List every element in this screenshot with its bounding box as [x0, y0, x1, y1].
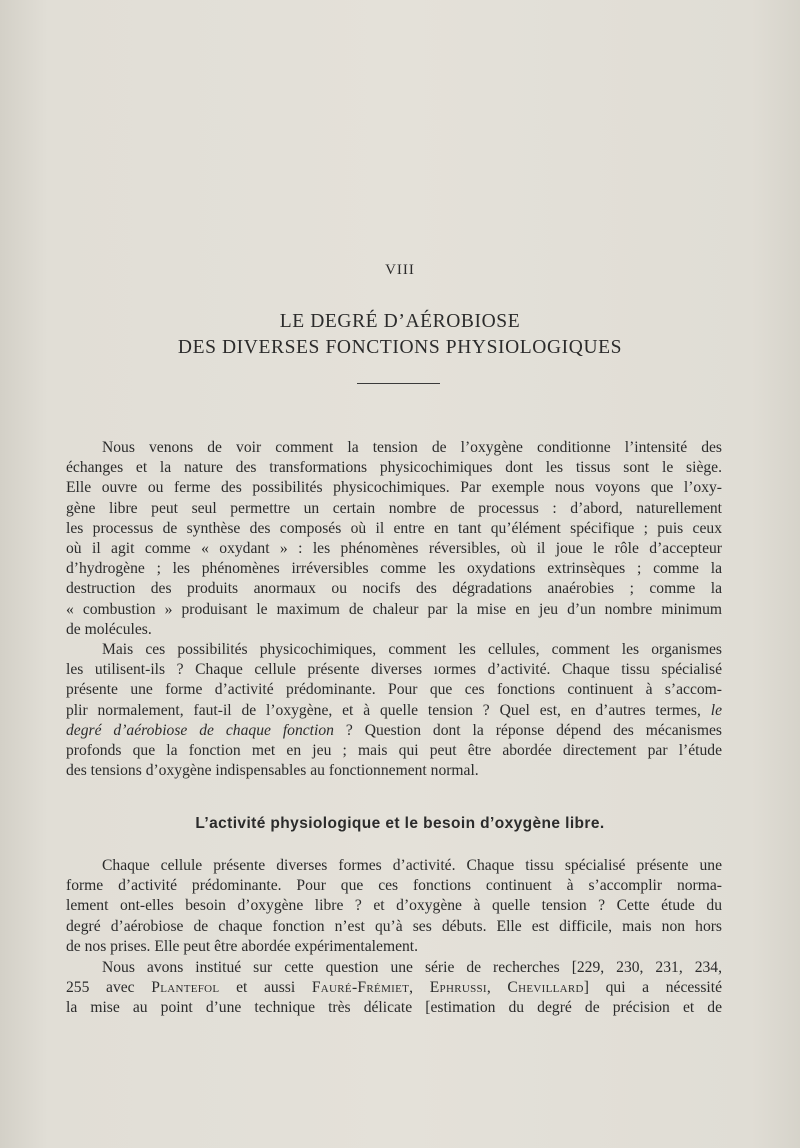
- fourth-paragraph: [66, 958, 722, 1019]
- second-paragraph: [66, 640, 722, 781]
- paragraph-line: de nos prises. Elle peut être abordée expérimentalement.: [66, 937, 419, 955]
- paragraph-line: destruction des produits anormaux ou nocifs des dégradations anaérobies ; comme la: [66, 580, 722, 598]
- paragraph-line: Elle ouvre ou ferme des possibilités physicochimiques. Par exemple nous voyons que l’oxy-: [66, 479, 722, 497]
- paragraph-line: Mais ces possibilités physicochimiques, comment les cellules, comment les organismes: [102, 641, 722, 658]
- paragraph-line: profonds que la fonction met en jeu ; mais qui peut être abordée directement par l’étude: [66, 742, 722, 760]
- paragraph-line: où il agit comme « oxydant » : les phénomènes réversibles, où il joue le rôle d’accepteur: [66, 540, 722, 558]
- title-divider: [357, 383, 440, 384]
- author-name: Fauré-Frémiet: [311, 979, 410, 997]
- paragraph-line: degré d’aérobiose de chaque fonction n’est qu’à ses débuts. Elle est difficile, mais non hors: [66, 917, 722, 935]
- paragraph-line: [66, 721, 722, 741]
- intro-paragraph: [66, 438, 722, 640]
- paragraph-line: [66, 701, 722, 721]
- paragraph-line: gène libre peut seul permettre un certain nombre de processus : d’abord, naturellement: [66, 499, 722, 517]
- paragraph-line: les utilisent-ils ? Chaque cellule présente diverses ıormes d’activité. Chaque tissu spécialisé: [66, 661, 722, 679]
- paragraph-text: et aussi: [219, 979, 312, 997]
- paragraph-line: les processus de synthèse des composés où il entre en tant qu’élément spécifique ; puis ceux: [66, 519, 722, 537]
- chapter-title-line-1: LE DEGRÉ D’AÉROBIOSE: [279, 311, 521, 332]
- paragraph-text: 255 avec: [66, 979, 152, 997]
- paragraph-text: ,: [486, 979, 508, 997]
- paragraph-line: Chaque cellule présente diverses formes d’activité. Chaque tissu spécialisé présente une: [102, 857, 722, 874]
- author-name: Ephrussi: [429, 979, 487, 997]
- section-heading: L’activité physiologique et le besoin d’oxygène libre.: [195, 815, 605, 832]
- italic-phrase: degré d’aérobiose de chaque fonction: [66, 721, 334, 739]
- paragraph-text: ] qui a nécessité: [583, 979, 723, 997]
- paragraph-line: lement ont-elles besoin d’oxygène libre ? et d’oxygène à quelle tension ? Cette étude du: [66, 897, 722, 915]
- paragraph-line: Nous venons de voir comment la tension de l’oxygène conditionne l’intensité des: [102, 439, 722, 456]
- author-name: Plantefol: [151, 979, 220, 997]
- paragraph-line: des tensions d’oxygène indispensables au fonctionnement normal.: [66, 762, 479, 780]
- paragraph-line: d’hydrogène ; les phénomènes irréversibles comme les oxydations extrinsèques ; comme la: [66, 560, 722, 578]
- paragraph-line: forme d’activité prédominante. Pour que ces fonctions continuent à s’accomplir norma-: [66, 877, 722, 895]
- paragraph-line: Nous avons institué sur cette question une série de recherches [229, 230, 231, 234,: [102, 959, 722, 976]
- paragraph-line: [66, 978, 722, 998]
- paragraph-text: plir normalement, faut-il de l’oxygène, et à quelle tension ? Quel est, en d’autres termes,: [66, 701, 701, 719]
- paragraph-text: ,: [409, 979, 430, 997]
- chapter-number: VIII: [385, 262, 415, 278]
- chapter-title-line-2: DES DIVERSES FONCTIONS PHYSIOLOGIQUES: [177, 337, 623, 358]
- paragraph-text: ? Question dont la réponse dépend des mécanismes: [333, 721, 722, 739]
- author-name: Chevillard: [507, 979, 584, 997]
- third-paragraph: [66, 856, 722, 957]
- paragraph-line: échanges et la nature des transformations physicochimiques dont les tissus sont le siège.: [66, 459, 722, 477]
- paragraph-line: présente une forme d’activité prédominante. Pour que ces fonctions continuent à s’accom-: [66, 681, 722, 699]
- paragraph-line: la mise au point d’une technique très délicate [estimation du degré de précision et de: [66, 999, 722, 1017]
- paragraph-line: « combustion » produisant le maximum de chaleur par la mise en jeu d’un nombre minimum: [66, 600, 722, 618]
- italic-phrase: le: [710, 701, 722, 719]
- paragraph-line: de molécules.: [66, 620, 152, 638]
